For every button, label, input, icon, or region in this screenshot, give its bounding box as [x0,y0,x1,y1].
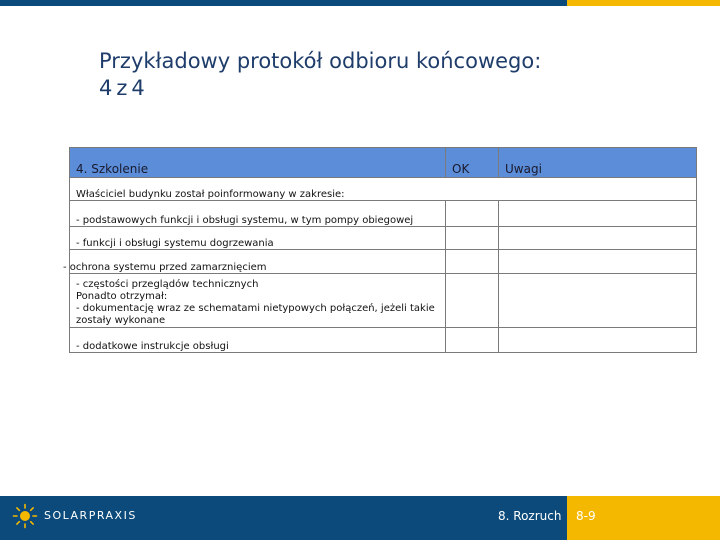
top-bar [0,0,567,6]
top-accent-bar [567,0,720,6]
row-text: Właściciel budynku został poinformowany w zakresie: [70,178,697,201]
remarks-cell[interactable] [499,328,697,353]
header-ok: OK [446,148,499,178]
row-line: zostały wykonane [76,315,166,326]
ok-cell[interactable] [446,274,499,328]
sun-icon [12,503,38,529]
remarks-cell[interactable] [499,227,697,250]
title-line-1: Przykładowy protokół odbioru końcowego: [99,49,542,73]
table-header-row [70,148,697,178]
remarks-cell[interactable] [499,274,697,328]
header-training: 4. Szkolenie [70,148,446,178]
table-row [70,328,697,353]
footer-page-number: 8-9 [576,509,596,523]
row-text: - dodatkowe instrukcje obsługi [70,328,446,353]
ok-cell[interactable] [446,227,499,250]
ok-cell[interactable] [446,201,499,227]
row-line: - częstości przeglądów technicznych [76,279,259,290]
row-text: - funkcji i obsługi systemu dogrzewania [70,227,446,250]
title-line-2: 4z4 [99,76,149,100]
row-line: - dokumentację wraz ze schematami nietypowych połączeń, jeżeli takie [76,303,435,314]
row-text-cell [63,250,446,274]
row-text: - ochrona systemu przed zamarznięciem [63,262,267,273]
table-row [70,178,697,201]
protocol-table [63,147,697,353]
remarks-cell[interactable] [499,250,697,274]
ok-cell[interactable] [446,328,499,353]
table-row [70,250,697,274]
header-remarks: Uwagi [499,148,697,178]
page-title [99,48,659,102]
table-row [70,274,697,328]
row-text-multiline [70,274,446,328]
footer-section-label: 8. Rozruch [498,509,562,523]
row-line: Ponadto otrzymał: [76,291,168,302]
table-row [70,201,697,227]
logo-text: SOLARPRAXIS [44,509,137,522]
row-text: - podstawowych funkcji i obsługi systemu, w tym pompy obiegowej [70,201,446,227]
table-row [70,227,697,250]
ok-cell[interactable] [446,250,499,274]
footer [0,496,720,540]
remarks-cell[interactable] [499,201,697,227]
